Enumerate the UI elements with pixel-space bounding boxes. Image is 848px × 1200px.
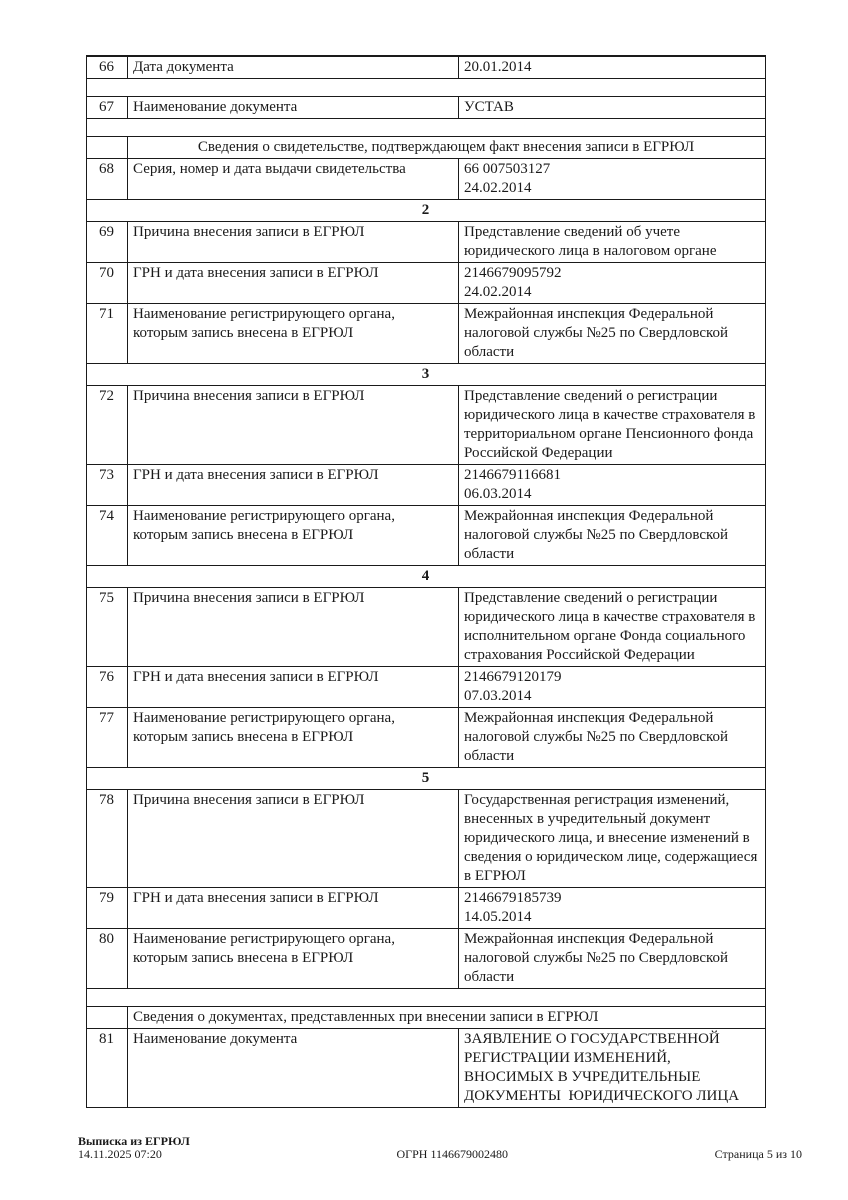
section-number-row <box>87 768 766 790</box>
field-value-line: Представление сведений о регистрации юридического лица в качестве страхователя в исполнительном органе Фонда социального страхования Российской Федерации <box>464 590 760 663</box>
field-label-cell: ГРН и дата внесения записи в ЕГРЮЛ <box>128 667 459 708</box>
field-label-cell: Наименование регистрирующего органа, которым запись внесена в ЕГРЮЛ <box>128 304 459 364</box>
field-value-cell <box>459 222 766 263</box>
field-value-line: 06.03.2014 <box>464 486 532 502</box>
field-label-cell: ГРН и дата внесения записи в ЕГРЮЛ <box>128 263 459 304</box>
field-value-cell <box>459 790 766 888</box>
field-value-line: 2146679116681 <box>464 467 561 483</box>
field-value-line: Межрайонная инспекция Федеральной налоговой службы №25 по Свердловской области <box>464 306 732 360</box>
group-header-row <box>87 1007 766 1029</box>
row-number-cell: 79 <box>87 888 128 929</box>
field-value-cell <box>459 304 766 364</box>
egrul-table <box>86 55 766 1108</box>
footer-timestamp: 14.11.2025 07:20 <box>78 1147 162 1161</box>
table-row <box>87 708 766 768</box>
field-label-cell: Серия, номер и дата выдачи свидетельства <box>128 159 459 200</box>
field-label-cell: Наименование документа <box>128 1029 459 1108</box>
field-value-line: ЗАЯВЛЕНИЕ О ГОСУДАРСТВЕННОЙ РЕГИСТРАЦИИ ИЗМЕНЕНИЙ, ВНОСИМЫХ В УЧРЕДИТЕЛЬНЫЕ ДОКУМЕНТЫ ЮРИДИЧЕСКОГО ЛИЦА <box>464 1031 740 1104</box>
field-label-cell: Причина внесения записи в ЕГРЮЛ <box>128 790 459 888</box>
footer-ogrn: ОГРН 1146679002480 <box>396 1147 508 1161</box>
field-value-line: 24.02.2014 <box>464 180 532 196</box>
table-row <box>87 56 766 79</box>
field-value-cell <box>459 97 766 119</box>
table-row <box>87 304 766 364</box>
field-label-cell: Наименование регистрирующего органа, которым запись внесена в ЕГРЮЛ <box>128 708 459 768</box>
row-number-cell: 70 <box>87 263 128 304</box>
row-number-cell: 80 <box>87 929 128 989</box>
field-value-line: Государственная регистрация изменений, внесенных в учредительный документ юридического лица, и внесение изменений в сведения о юридическом лице, содержащиеся в ЕГРЮЛ <box>464 792 762 884</box>
field-value-cell <box>459 1029 766 1108</box>
field-value-line: Межрайонная инспекция Федеральной налоговой службы №25 по Свердловской области <box>464 931 732 985</box>
field-value-cell <box>459 708 766 768</box>
section-number-cell: 5 <box>87 768 766 790</box>
row-number-cell: 71 <box>87 304 128 364</box>
row-number-cell: 69 <box>87 222 128 263</box>
field-label-cell: Наименование документа <box>128 97 459 119</box>
table-row <box>87 97 766 119</box>
group-header-row <box>87 137 766 159</box>
section-number-row <box>87 200 766 222</box>
field-label-cell: Причина внесения записи в ЕГРЮЛ <box>128 222 459 263</box>
field-label-cell: Наименование регистрирующего органа, которым запись внесена в ЕГРЮЛ <box>128 506 459 566</box>
page-footer <box>78 1135 802 1161</box>
field-value-line: Представление сведений о регистрации юридического лица в качестве страхователя в территориальном органе Пенсионного фонда Российской Федерации <box>464 388 760 461</box>
table-row <box>87 667 766 708</box>
field-label-cell: Дата документа <box>128 56 459 79</box>
section-number-row <box>87 364 766 386</box>
field-value-line: УСТАВ <box>464 99 514 115</box>
row-number-cell: 66 <box>87 56 128 79</box>
field-value-line: 07.03.2014 <box>464 688 532 704</box>
row-number-cell: 72 <box>87 386 128 465</box>
table-row <box>87 790 766 888</box>
spacer-row <box>87 79 766 97</box>
field-value-line: 20.01.2014 <box>464 59 532 75</box>
field-value-cell <box>459 667 766 708</box>
row-number-cell: 76 <box>87 667 128 708</box>
field-value-line: 14.05.2014 <box>464 909 532 925</box>
section-number-row <box>87 566 766 588</box>
field-value-line: Межрайонная инспекция Федеральной налоговой службы №25 по Свердловской области <box>464 710 732 764</box>
field-value-cell <box>459 929 766 989</box>
field-value-cell <box>459 56 766 79</box>
field-value-cell <box>459 506 766 566</box>
row-number-cell: 78 <box>87 790 128 888</box>
footer-page-indicator: Страница 5 из 10 <box>714 1147 802 1161</box>
field-value-line: 2146679095792 <box>464 265 562 281</box>
field-value-cell <box>459 588 766 667</box>
field-label-cell: ГРН и дата внесения записи в ЕГРЮЛ <box>128 465 459 506</box>
table-row <box>87 159 766 200</box>
section-number-cell: 4 <box>87 566 766 588</box>
spacer-row <box>87 119 766 137</box>
spacer-cell <box>87 119 766 137</box>
spacer-row <box>87 989 766 1007</box>
row-number-cell: 74 <box>87 506 128 566</box>
field-value-cell <box>459 159 766 200</box>
table-row <box>87 588 766 667</box>
footer-doc-title: Выписка из ЕГРЮЛ <box>78 1134 190 1148</box>
field-value-line: 2146679120179 <box>464 669 562 685</box>
table-row <box>87 1029 766 1108</box>
field-value-cell <box>459 465 766 506</box>
field-value-line: 2146679185739 <box>464 890 562 906</box>
row-number-cell: 67 <box>87 97 128 119</box>
row-number-cell: 81 <box>87 1029 128 1108</box>
footer-left-block <box>78 1135 190 1161</box>
table-row <box>87 222 766 263</box>
table-row <box>87 506 766 566</box>
row-number-cell: 68 <box>87 159 128 200</box>
field-label-cell: ГРН и дата внесения записи в ЕГРЮЛ <box>128 888 459 929</box>
row-number-cell <box>87 137 128 159</box>
section-number-cell: 2 <box>87 200 766 222</box>
row-number-cell: 73 <box>87 465 128 506</box>
spacer-cell <box>87 79 766 97</box>
field-value-cell <box>459 263 766 304</box>
table-row <box>87 263 766 304</box>
group-header-cell: Сведения о свидетельстве, подтверждающем факт внесения записи в ЕГРЮЛ <box>128 137 766 159</box>
field-value-cell <box>459 888 766 929</box>
group-header-cell: Сведения о документах, представленных при внесении записи в ЕГРЮЛ <box>128 1007 766 1029</box>
field-value-cell <box>459 386 766 465</box>
row-number-cell: 77 <box>87 708 128 768</box>
table-row <box>87 888 766 929</box>
spacer-cell <box>87 989 766 1007</box>
field-value-line: 66 007503127 <box>464 161 551 177</box>
row-number-cell <box>87 1007 128 1029</box>
field-value-line: Представление сведений об учете юридического лица в налоговом органе <box>464 224 717 259</box>
field-label-cell: Наименование регистрирующего органа, которым запись внесена в ЕГРЮЛ <box>128 929 459 989</box>
row-number-cell: 75 <box>87 588 128 667</box>
table-row <box>87 929 766 989</box>
field-label-cell: Причина внесения записи в ЕГРЮЛ <box>128 588 459 667</box>
field-label-cell: Причина внесения записи в ЕГРЮЛ <box>128 386 459 465</box>
table-row <box>87 465 766 506</box>
egrul-table-body <box>87 56 766 1108</box>
field-value-line: 24.02.2014 <box>464 284 532 300</box>
section-number-cell: 3 <box>87 364 766 386</box>
table-row <box>87 386 766 465</box>
field-value-line: Межрайонная инспекция Федеральной налоговой службы №25 по Свердловской области <box>464 508 732 562</box>
